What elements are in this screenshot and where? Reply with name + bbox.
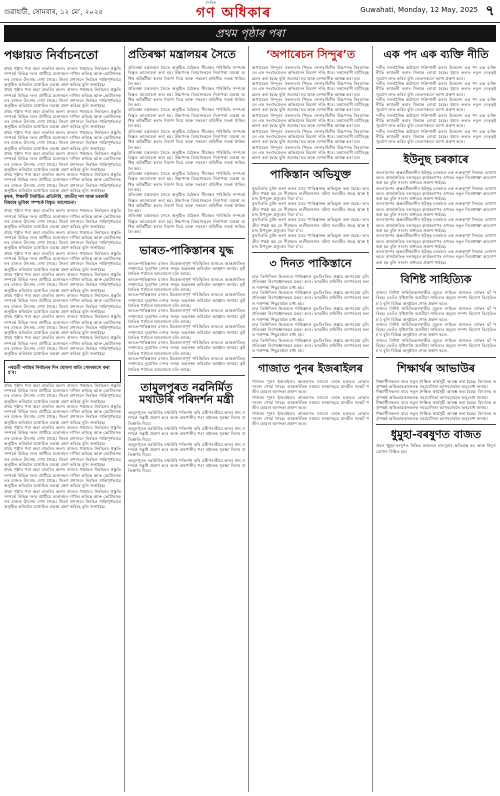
- headline-operation-sindoor: ‘অপাৰেচন সিন্দুৰ’ত: [265, 48, 356, 61]
- article-separator: [252, 252, 369, 253]
- article-body-gaza: গাজাত পুনৰ ইজৰাইলৰ আক্ৰমণত বহুতো লোক হতাহত হোৱাৰ সংবাদ পোৱা গৈছে। আন্তৰ্জাতিক সাহায্য সংস্থাসমূহে মানৱীয় সংকট গভীৰ হোৱাৰ আশংকা প্ৰকাশ কৰে।: [252, 378, 369, 395]
- article-body-defence: প্ৰতিৰক্ষা মন্ত্ৰালয়ৰ সৈতে অনুষ্ঠিত বৈঠকত সীমান্তৰ পৰিস্থিতি সম্পৰ্কে বিস্তৃত আলোচনা কৰা হয়। উচ্চপদস্থ বিষয়াসকলে নিৰাপত্তা ব্যৱস্থা অধিক কটকটীয়া কৰাৰ নিৰ্দেশ দিয়ে আৰু সকলো বাহিনীক সতৰ্ক থাকিবলৈ কয়।: [128, 192, 245, 214]
- article-body-india-pakistan: ভাৰত-পাকিস্তানৰ মাজৰ উত্তেজনাপূৰ্ণ পৰিস্থিতিৰ মাজতে আন্তৰ্জাতিক সম্প্ৰদায়ে দুয়োখন দেশক সংযম অৱলম্বন কৰিবলৈ আহ্বান জনায়। কূটনৈতিক পৰ্যায়ত আলোচনা চলি আছে।: [128, 292, 245, 309]
- article-body-defence: প্ৰতিৰক্ষা মন্ত্ৰালয়ৰ সৈতে অনুষ্ঠিত বৈঠকত সীমান্তৰ পৰিস্থিতি সম্পৰ্কে বিস্তৃত আলোচনা কৰা হয়। উচ্চপদস্থ বিষয়াসকলে নিৰাপত্তা ব্যৱস্থা অধিক কটকটীয়া কৰাৰ নিৰ্দেশ দিয়ে আৰু সকলো বাহিনীক সতৰ্ক থাকিবলৈ কয়।: [128, 65, 245, 86]
- article-body-panchayat: প্ৰথম পৃষ্ঠাৰ পৰা অহা বাতৰিৰ অংশ। ৰাজ্যৰ পঞ্চায়ত নিৰ্বাচনৰ প্ৰস্তুতি সম্পৰ্কে বিভিন্ন দলৰ প্ৰাৰ্থীয়ে মনোনয়ন দাখিল কৰিছে আৰু ভোটাৰসকলৰ মাজত উৎসাহ দেখা গৈছে। জিলা প্ৰশাসনে নিৰ্বাচন শান্তিপূৰ্ণভাৱে অনুষ্ঠিত কৰিবলৈ যথোচিত ব্যৱস্থা গ্ৰহণ কৰিছে বুলি জনাইছে।: [4, 108, 121, 130]
- masthead-date-right: Guwahati, Monday, 12 May, 2025: [360, 6, 478, 14]
- article-body-panchayat: প্ৰথম পৃষ্ঠাৰ পৰা অহা বাতৰিৰ অংশ। ৰাজ্যৰ পঞ্চায়ত নিৰ্বাচনৰ প্ৰস্তুতি সম্পৰ্কে বিভিন্ন দলৰ প্ৰাৰ্থীয়ে মনোনয়ন দাখিল কৰিছে আৰু ভোটাৰসকলৰ মাজত উৎসাহ দেখা গৈছে। জিলা প্ৰশাসনে নিৰ্বাচন শান্তিপূৰ্ণভাৱে অনুষ্ঠিত কৰিবলৈ যথোচিত ব্যৱস্থা গ্ৰহণ কৰিছে বুলি জনাইছে।: [4, 150, 121, 172]
- column-1: [4, 46, 121, 792]
- column-divider: [124, 46, 125, 792]
- article-body-india-pakistan: ভাৰত-পাকিস্তানৰ মাজৰ উত্তেজনাপূৰ্ণ পৰিস্থিতিৰ মাজতে আন্তৰ্জাতিক সম্প্ৰদায়ে দুয়োখন দেশক সংযম অৱলম্বন কৰিবলৈ আহ্বান জনায়। কূটনৈতিক পৰ্যায়ত আলোচনা চলি আছে।: [128, 324, 245, 340]
- article-body-india-pakistan: ভাৰত-পাকিস্তানৰ মাজৰ উত্তেজনাপূৰ্ণ পৰিস্থিতিৰ মাজতে আন্তৰ্জাতিক সম্প্ৰদায়ে দুয়োখন দেশক সংযম অৱলম্বন কৰিবলৈ আহ্বান জনায়। কূটনৈতিক পৰ্যায়ত আলোচনা চলি আছে।: [128, 260, 245, 277]
- article-body-one-post: দলীয় সাংগঠনিক কাঠামো শক্তিশালী কৰাৰ উদ্দেশ্যে এক পদ এক ব্যক্তি নীতি কাৰ্যকৰী কৰাৰ সিদ্ধান্ত লোৱা হৈছে। ইয়াৰ ফলত নতুন নেতৃত্বই সুযোগ লাভ কৰিব বুলি নেতাসকলে আশা প্ৰকাশ কৰে।: [376, 112, 496, 129]
- boxed-notice: [4, 360, 121, 383]
- article-body-yunus: বাংলাদেশৰ অন্তৰ্বৰ্তীকালীন ইউনুছ চৰকাৰে এক গুৰুত্বপূৰ্ণ সিদ্ধান্ত ঘোষণা কৰে। ৰাজনৈতিক দলসমূহৰ কাৰ্যকলাপৰ ওপৰত নতুন নিষেধাজ্ঞা আৰোপ কৰা হয় বুলি সংবাদ মাধ্যমত প্ৰকাশ পাইছে।: [376, 169, 496, 186]
- masthead-date-left: গুৱাহাটী, সোমবাৰ, ১২ মে’, ২০২৫: [4, 8, 103, 16]
- article-body-storm: প্ৰবল ধুমুহা-বৰষুণত বিভিন্ন অঞ্চলত ঘৰ-দুৱাৰ ক্ষতিগ্ৰস্ত হয় আৰু বিদ্যুৎ যোগান বিঘ্নিত হয়।: [376, 443, 496, 454]
- article-body-panchayat: প্ৰথম পৃষ্ঠাৰ পৰা অহা বাতৰিৰ অংশ। ৰাজ্যৰ পঞ্চায়ত নিৰ্বাচনৰ প্ৰস্তুতি সম্পৰ্কে বিভিন্ন দলৰ প্ৰাৰ্থীয়ে মনোনয়ন দাখিল কৰিছে আৰু ভোটাৰসকলৰ মাজত উৎসাহ দেখা গৈছে। জিলা প্ৰশাসনে নিৰ্বাচন শান্তিপূৰ্ণভাৱে অনুষ্ঠিত কৰিবলৈ যথোচিত ব্যৱস্থা গ্ৰহণ কৰিছে বুলি জনাইছে।: [4, 250, 121, 272]
- article-body-panchayat: প্ৰথম পৃষ্ঠাৰ পৰা অহা বাতৰিৰ অংশ। ৰাজ্যৰ পঞ্চায়ত নিৰ্বাচনৰ প্ৰস্তুতি সম্পৰ্কে বিভিন্ন দলৰ প্ৰাৰ্থীয়ে মনোনয়ন দাখিল কৰিছে আৰু ভোটাৰসকলৰ মাজত উৎসাহ দেখা গৈছে। জিলা প্ৰশাসনে নিৰ্বাচন শান্তিপূৰ্ণভাৱে অনুষ্ঠিত কৰিবলৈ যথোচিত ব্যৱস্থা গ্ৰহণ কৰিছে বুলি জনাইছে।: [4, 382, 121, 404]
- article-body-panchayat: প্ৰথম পৃষ্ঠাৰ পৰা অহা বাতৰিৰ অংশ। ৰাজ্যৰ পঞ্চায়ত নিৰ্বাচনৰ প্ৰস্তুতি সম্পৰ্কে বিভিন্ন দলৰ প্ৰাৰ্থীয়ে মনোনয়ন দাখিল কৰিছে আৰু ভোটাৰসকলৰ মাজত উৎসাহ দেখা গৈছে। জিলা প্ৰশাসনে নিৰ্বাচন শান্তিপূৰ্ণভাৱে অনুষ্ঠিত কৰিবলৈ যথোচিত ব্যৱস্থা গ্ৰহণ কৰিছে বুলি জনাইছে।: [4, 66, 121, 88]
- article-body-litterateur: ৰাজ্যৰ বিশিষ্ট সাহিত্যিকগৰাকীৰ মৃত্যুত সাহিত্য জগতত শোকৰ ছাঁ পৰিছে। তেওঁৰ সৃষ্টিৰাজি অসমীয়া সাহিত্যৰ অমূল্য সম্পদ হিচাপে বিবেচিত হ’ব বুলি বিভিন্ন অনুষ্ঠানে শোক প্ৰকাশ কৰে।: [376, 305, 496, 322]
- column-divider: [248, 46, 249, 792]
- article-body-defence: প্ৰতিৰক্ষা মন্ত্ৰালয়ৰ সৈতে অনুষ্ঠিত বৈঠকত সীমান্তৰ পৰিস্থিতি সম্পৰ্কে বিস্তৃত আলোচনা কৰা হয়। উচ্চপদস্থ বিষয়াসকলে নিৰাপত্তা ব্যৱস্থা অধিক কটকটীয়া কৰাৰ নিৰ্দেশ দিয়ে আৰু সকলো বাহিনীক সতৰ্ক থাকিবলৈ কয়।: [128, 107, 245, 129]
- article-body-panchayat: প্ৰথম পৃষ্ঠাৰ পৰা অহা বাতৰিৰ অংশ। ৰাজ্যৰ পঞ্চায়ত নিৰ্বাচনৰ প্ৰস্তুতি সম্পৰ্কে বিভিন্ন দলৰ প্ৰাৰ্থীয়ে মনোনয়ন দাখিল কৰিছে আৰু ভোটাৰসকলৰ মাজত উৎসাহ দেখা গৈছে। জিলা প্ৰশাসনে নিৰ্বাচন শান্তিপূৰ্ণভাৱে অনুষ্ঠিত কৰিবলৈ যথোচিত ব্যৱস্থা গ্ৰহণ কৰিছে বুলি জনাইছে।: [4, 87, 121, 109]
- column-2: [128, 46, 245, 792]
- article-body-one-post: দলীয় সাংগঠনিক কাঠামো শক্তিশালী কৰাৰ উদ্দেশ্যে এক পদ এক ব্যক্তি নীতি কাৰ্যকৰী কৰাৰ সিদ্ধান্ত লোৱা হৈছে। ইয়াৰ ফলত নতুন নেতৃত্বই সুযোগ লাভ কৰিব বুলি নেতাসকলে আশা প্ৰকাশ কৰে।: [376, 80, 496, 97]
- boxed-notice-text: পৰৱৰ্তী পৰ্যায়ৰ নিৰ্বাচনৰ দিন ঘোষণা অতি সোনকালে কৰা হ’ব।: [8, 365, 110, 377]
- article-body-one-post: দলীয় সাংগঠনিক কাঠামো শক্তিশালী কৰাৰ উদ্দেশ্যে এক পদ এক ব্যক্তি নীতি কাৰ্যকৰী কৰাৰ সিদ্ধান্ত লোৱা হৈছে। ইয়াৰ ফলত নতুন নেতৃত্বই সুযোগ লাভ কৰিব বুলি নেতাসকলে আশা প্ৰকাশ কৰে।: [376, 65, 496, 81]
- headline-yunus-government: ইউনুছ চৰকাৰে: [403, 152, 469, 166]
- article-body-yunus: বাংলাদেশৰ অন্তৰ্বৰ্তীকালীন ইউনুছ চৰকাৰে এক গুৰুত্বপূৰ্ণ সিদ্ধান্ত ঘোষণা কৰে। ৰাজনৈতিক দলসমূহৰ কাৰ্যকলাপৰ ওপৰত নতুন নিষেধাজ্ঞা আৰোপ কৰা হয় বুলি সংবাদ মাধ্যমত প্ৰকাশ পাইছে।: [376, 249, 496, 265]
- article-separator: [128, 375, 245, 376]
- article-body-sindoor: অপাৰেচন সিন্দুৰৰ সফলতাৰ পিছত সেনাবাহিনীৰ উচ্চপদস্থ বিষয়াসকলে এক সংবাদমেলত অভিযানৰ বিৱৰণ দাঙি ধৰে। সন্ত্ৰাসবাদী ঘাটিসমূহ ধ্বংস কৰা হৈছে বুলি জনোৱা হয় আৰু দেশবাসীক আশ্বস্ত কৰা হয়।: [252, 80, 369, 97]
- article-body-defence: প্ৰতিৰক্ষা মন্ত্ৰালয়ৰ সৈতে অনুষ্ঠিত বৈঠকত সীমান্তৰ পৰিস্থিতি সম্পৰ্কে বিস্তৃত আলোচনা কৰা হয়। উচ্চপদস্থ বিষয়াসকলে নিৰাপত্তা ব্যৱস্থা অধিক কটকটীয়া কৰাৰ নিৰ্দেশ দিয়ে আৰু সকলো বাহিনীক সতৰ্ক থাকিবলৈ কয়।: [128, 171, 245, 192]
- headline-defence-ministry: প্ৰতিৰক্ষা মন্ত্ৰালয়ৰ সৈতে: [128, 48, 236, 61]
- article-separator: [252, 357, 369, 358]
- article-body-panchayat: প্ৰথম পৃষ্ঠাৰ পৰা অহা বাতৰিৰ অংশ। ৰাজ্যৰ পঞ্চায়ত নিৰ্বাচনৰ প্ৰস্তুতি সম্পৰ্কে বিভিন্ন দলৰ প্ৰাৰ্থীয়ে মনোনয়ন দাখিল কৰিছে আৰু ভোটাৰসকলৰ মাজত উৎসাহ দেখা গৈছে। জিলা প্ৰশাসনে নিৰ্বাচন শান্তিপূৰ্ণভাৱে অনুষ্ঠিত কৰিবলৈ যথোচিত ব্যৱস্থা গ্ৰহণ কৰিছে বুলি জনাইছে।: [4, 425, 121, 446]
- article-body-yunus: বাংলাদেশৰ অন্তৰ্বৰ্তীকালীন ইউনুছ চৰকাৰে এক গুৰুত্বপূৰ্ণ সিদ্ধান্ত ঘোষণা কৰে। ৰাজনৈতিক দলসমূহৰ কাৰ্যকলাপৰ ওপৰত নতুন নিষেধাজ্ঞা আৰোপ কৰা হয় বুলি সংবাদ মাধ্যমত প্ৰকাশ পাইছে।: [376, 201, 496, 218]
- article-separator: [128, 238, 245, 239]
- article-body-india-pakistan: ভাৰত-পাকিস্তানৰ মাজৰ উত্তেজনাপূৰ্ণ পৰিস্থিতিৰ মাজতে আন্তৰ্জাতিক সম্প্ৰদায়ে দুয়োখন দেশক সংযম অৱলম্বন কৰিবলৈ আহ্বান জনায়। কূটনৈতিক পৰ্যায়ত আলোচনা চলি আছে।: [128, 308, 245, 324]
- article-body-tamulpur: তামুলপুৰত নৱনিৰ্মিত মথাউৰি পৰিদৰ্শন কৰি মন্ত্ৰীগৰাকীয়ে কামৰ মান সম্পৰ্কে সন্তুষ্টি প্ৰকাশ কৰে আৰু বানপানীৰ পৰা ৰাইজক সুৰক্ষা দিয়াৰ প্ৰতিশ্ৰুতি দিয়ে।: [128, 441, 245, 458]
- article-body-sindoor: অপাৰেচন সিন্দুৰৰ সফলতাৰ পিছত সেনাবাহিনীৰ উচ্চপদস্থ বিষয়াসকলে এক সংবাদমেলত অভিযানৰ বিৱৰণ দাঙি ধৰে। সন্ত্ৰাসবাদী ঘাটিসমূহ ধ্বংস কৰা হৈছে বুলি জনোৱা হয় আৰু দেশবাসীক আশ্বস্ত কৰা হয়।: [252, 96, 369, 113]
- headline-storm-rain: ধুমুহা-বৰষুণত বাজত: [390, 428, 482, 442]
- article-body-panchayat: প্ৰথম পৃষ্ঠাৰ পৰা অহা বাতৰিৰ অংশ। ৰাজ্যৰ পঞ্চায়ত নিৰ্বাচনৰ প্ৰস্তুতি সম্পৰ্কে বিভিন্ন দলৰ প্ৰাৰ্থীয়ে মনোনয়ন দাখিল কৰিছে আৰু ভোটাৰসকলৰ মাজত উৎসাহ দেখা গৈছে। জিলা প্ৰশাসনে নিৰ্বাচন শান্তিপূৰ্ণভাৱে অনুষ্ঠিত কৰিবলৈ যথোচিত ব্যৱস্থা গ্ৰহণ কৰিছে বুলি জনাইছে।: [4, 467, 121, 489]
- column-divider: [372, 46, 373, 792]
- article-body-gaza: গাজাত পুনৰ ইজৰাইলৰ আক্ৰমণত বহুতো লোক হতাহত হোৱাৰ সংবাদ পোৱা গৈছে। আন্তৰ্জাতিক সাহায্য সংস্থাসমূহে মানৱীয় সংকট গভীৰ হোৱাৰ আশংকা প্ৰকাশ কৰে।: [252, 394, 369, 411]
- masthead: [0, 0, 500, 23]
- article-body-yunus: বাংলাদেশৰ অন্তৰ্বৰ্তীকালীন ইউনুছ চৰকাৰে এক গুৰুত্বপূৰ্ণ সিদ্ধান্ত ঘোষণা কৰে। ৰাজনৈতিক দলসমূহৰ কাৰ্যকলাপৰ ওপৰত নতুন নিষেধাজ্ঞা আৰোপ কৰা হয় বুলি সংবাদ মাধ্যমত প্ৰকাশ পাইছে।: [376, 217, 496, 233]
- section-ribbon: প্ৰথম পৃষ্ঠাৰ পৰা: [4, 25, 496, 42]
- article-body-education: শিক্ষাৰ্থীসকলৰ বাবে নতুন শৈক্ষিক কাৰ্যসূচী আৰম্ভ কৰা হৈছে। বিদ্যালয় কৰ্তৃপক্ষই অভিভাৱকসকলক সহযোগিতা আগবঢ়াবলৈ অনুৰোধ জনায়।: [376, 399, 496, 411]
- headline-gaza-israel: গাজাত পুনৰ ইজৰাইলৰ: [258, 361, 363, 375]
- article-separator: [376, 268, 496, 269]
- article-body-panchayat: প্ৰথম পৃষ্ঠাৰ পৰা অহা বাতৰিৰ অংশ। ৰাজ্যৰ পঞ্চায়ত নিৰ্বাচনৰ প্ৰস্তুতি সম্পৰ্কে বিভিন্ন দলৰ প্ৰাৰ্থীয়ে মনোনয়ন দাখিল কৰিছে আৰু ভোটাৰসকলৰ মাজত উৎসাহ দেখা গৈছে। জিলা প্ৰশাসনে নিৰ্বাচন শান্তিপূৰ্ণভাৱে অনুষ্ঠিত কৰিবলৈ যথোচিত ব্যৱস্থা গ্ৰহণ কৰিছে বুলি জনাইছে।: [4, 229, 121, 251]
- article-body-panchayat: প্ৰথম পৃষ্ঠাৰ পৰা অহা বাতৰিৰ অংশ। ৰাজ্যৰ পঞ্চায়ত নিৰ্বাচনৰ প্ৰস্তুতি সম্পৰ্কে বিভিন্ন দলৰ প্ৰাৰ্থীয়ে মনোনয়ন দাখিল কৰিছে আৰু ভোটাৰসকলৰ মাজত উৎসাহ দেখা গৈছে। জিলা প্ৰশাসনে নিৰ্বাচন শান্তিপূৰ্ণভাৱে অনুষ্ঠিত কৰিবলৈ যথোচিত ব্যৱস্থা গ্ৰহণ কৰিছে বুলি জনাইছে।: [4, 293, 121, 314]
- article-body-3-days: মাত্ৰ তিনিদিনৰ ভিতৰতে পাকিস্তানে যুদ্ধবিৰতিৰ প্ৰস্তাৱ আগবঢ়ায় বুলি প্ৰতিৰক্ষা বিশেষজ্ঞসকলে মন্তব্য কৰে। ভাৰতীয় বাহিনীৰ তৎপৰতাৰ ফলত শত্ৰুপক্ষ পিছুৱাবলৈ বাধ্য হয়।: [252, 290, 369, 306]
- article-body-sindoor: অপাৰেচন সিন্দুৰৰ সফলতাৰ পিছত সেনাবাহিনীৰ উচ্চপদস্থ বিষয়াসকলে এক সংবাদমেলত অভিযানৰ বিৱৰণ দাঙি ধৰে। সন্ত্ৰাসবাদী ঘাটিসমূহ ধ্বংস কৰা হৈছে বুলি জনোৱা হয় আৰু দেশবাসীক আশ্বস্ত কৰা হয়।: [252, 128, 369, 145]
- article-body-3-days: মাত্ৰ তিনিদিনৰ ভিতৰতে পাকিস্তানে যুদ্ধবিৰতিৰ প্ৰস্তাৱ আগবঢ়ায় বুলি প্ৰতিৰক্ষা বিশেষজ্ঞসকলে মন্তব্য কৰে। ভাৰতীয় বাহিনীৰ তৎপৰতাৰ ফলত শত্ৰুপক্ষ পিছুৱাবলৈ বাধ্য হয়।: [252, 321, 369, 338]
- article-body-panchayat: প্ৰথম পৃষ্ঠাৰ পৰা অহা বাতৰিৰ অংশ। ৰাজ্যৰ পঞ্চায়ত নিৰ্বাচনৰ প্ৰস্তুতি সম্পৰ্কে বিভিন্ন দলৰ প্ৰাৰ্থীয়ে মনোনয়ন দাখিল কৰিছে আৰু ভোটাৰসকলৰ মাজত উৎসাহ দেখা গৈছে। জিলা প্ৰশাসনে নিৰ্বাচন শান্তিপূৰ্ণভাৱে অনুষ্ঠিত কৰিবলৈ যথোচিত ব্যৱস্থা গ্ৰহণ কৰিছে বুলি জনাইছে।: [4, 488, 121, 510]
- article-body-panchayat: প্ৰথম পৃষ্ঠাৰ পৰা অহা বাতৰিৰ অংশ। ৰাজ্যৰ পঞ্চায়ত নিৰ্বাচনৰ প্ৰস্তুতি সম্পৰ্কে বিভিন্ন দলৰ প্ৰাৰ্থীয়ে মনোনয়ন দাখিল কৰিছে আৰু ভোটাৰসকলৰ মাজত উৎসাহ দেখা গৈছে। জিলা প্ৰশাসনে নিৰ্বাচন শান্তিপূৰ্ণভাৱে অনুষ্ঠিত কৰিবলৈ যথোচিত ব্যৱস্থা গ্ৰহণ কৰিছে বুলি জনাইছে।: [4, 314, 121, 336]
- article-body-panchayat: প্ৰথম পৃষ্ঠাৰ পৰা অহা বাতৰিৰ অংশ। ৰাজ্যৰ পঞ্চায়ত নিৰ্বাচনৰ প্ৰস্তুতি সম্পৰ্কে বিভিন্ন দলৰ প্ৰাৰ্থীয়ে মনোনয়ন দাখিল কৰিছে আৰু ভোটাৰসকলৰ মাজত উৎসাহ দেখা গৈছে। জিলা প্ৰশাসনে নিৰ্বাচন শান্তিপূৰ্ণভাৱে অনুষ্ঠিত কৰিবলৈ যথোচিত ব্যৱস্থা গ্ৰহণ কৰিছে বুলি জনাইছে।: [4, 208, 121, 230]
- article-body-education: শিক্ষাৰ্থীসকলৰ বাবে নতুন শৈক্ষিক কাৰ্যসূচী আৰম্ভ কৰা হৈছে। বিদ্যালয় কৰ্তৃপক্ষই অভিভাৱকসকলক সহযোগিতা আগবঢ়াবলৈ অনুৰোধ জনায়।: [376, 378, 496, 390]
- article-body-3-days: মাত্ৰ তিনিদিনৰ ভিতৰতে পাকিস্তানে যুদ্ধবিৰতিৰ প্ৰস্তাৱ আগবঢ়ায় বুলি প্ৰতিৰক্ষা বিশেষজ্ঞসকলে মন্তব্য কৰে। ভাৰতীয় বাহিনীৰ তৎপৰতাৰ ফলত শত্ৰুপক্ষ পিছুৱাবলৈ বাধ্য হয়।: [252, 305, 369, 322]
- page-number: ৭: [485, 3, 495, 19]
- article-body-tamulpur: তামুলপুৰত নৱনিৰ্মিত মথাউৰি পৰিদৰ্শন কৰি মন্ত্ৰীগৰাকীয়ে কামৰ মান সম্পৰ্কে সন্তুষ্টি প্ৰকাশ কৰে আৰু বানপানীৰ পৰা ৰাইজক সুৰক্ষা দিয়াৰ প্ৰতিশ্ৰুতি দিয়ে।: [128, 426, 245, 442]
- article-body-3-days: মাত্ৰ তিনিদিনৰ ভিতৰতে পাকিস্তানে যুদ্ধবিৰতিৰ প্ৰস্তাৱ আগবঢ়ায় বুলি প্ৰতিৰক্ষা বিশেষজ্ঞসকলে মন্তব্য কৰে। ভাৰতীয় বাহিনীৰ তৎপৰতাৰ ফলত শত্ৰুপক্ষ পিছুৱাবলৈ বাধ্য হয়।: [252, 337, 369, 354]
- headline-india-pakistan-war: ভাৰত-পাকিস্তানৰ যুদ্ধ: [139, 243, 234, 257]
- masthead-logo-tagline: দৈনিক: [206, 0, 217, 5]
- article-body-defence: প্ৰতিৰক্ষা মন্ত্ৰালয়ৰ সৈতে অনুষ্ঠিত বৈঠকত সীমান্তৰ পৰিস্থিতি সম্পৰ্কে বিস্তৃত আলোচনা কৰা হয়। উচ্চপদস্থ বিষয়াসকলে নিৰাপত্তা ব্যৱস্থা অধিক কটকটীয়া কৰাৰ নিৰ্দেশ দিয়ে আৰু সকলো বাহিনীক সতৰ্ক থাকিবলৈ কয়।: [128, 86, 245, 108]
- article-body-tamulpur: তামুলপুৰত নৱনিৰ্মিত মথাউৰি পৰিদৰ্শন কৰি মন্ত্ৰীগৰাকীয়ে কামৰ মান সম্পৰ্কে সন্তুষ্টি প্ৰকাশ কৰে আৰু বানপানীৰ পৰা ৰাইজক সুৰক্ষা দিয়াৰ প্ৰতিশ্ৰুতি দিয়ে।: [128, 410, 245, 426]
- article-body-panchayat: প্ৰথম পৃষ্ঠাৰ পৰা অহা বাতৰিৰ অংশ। ৰাজ্যৰ পঞ্চায়ত নিৰ্বাচনৰ প্ৰস্তুতি সম্পৰ্কে বিভিন্ন দলৰ প্ৰাৰ্থীয়ে মনোনয়ন দাখিল কৰিছে আৰু ভোটাৰসকলৰ মাজত উৎসাহ দেখা গৈছে। জিলা প্ৰশাসনে নিৰ্বাচন শান্তিপূৰ্ণভাৱে অনুষ্ঠিত কৰিবলৈ যথোচিত ব্যৱস্থা গ্ৰহণ কৰিছে বুলি জনাইছে।: [4, 271, 121, 293]
- column-4: [376, 46, 496, 792]
- article-separator: [376, 424, 496, 425]
- article-body-panchayat: প্ৰথম পৃষ্ঠাৰ পৰা অহা বাতৰিৰ অংশ। ৰাজ্যৰ পঞ্চায়ত নিৰ্বাচনৰ প্ৰস্তুতি সম্পৰ্কে বিভিন্ন দলৰ প্ৰাৰ্থীয়ে মনোনয়ন দাখিল কৰিছে আৰু ভোটাৰসকলৰ মাজত উৎসাহ দেখা গৈছে। জিলা প্ৰশাসনে নিৰ্বাচন শান্তিপূৰ্ণভাৱে অনুষ্ঠিত কৰিবলৈ যথোচিত ব্যৱস্থা গ্ৰহণ কৰিছে বুলি জনাইছে।: [4, 446, 121, 468]
- article-body-tamulpur: তামুলপুৰত নৱনিৰ্মিত মথাউৰি পৰিদৰ্শন কৰি মন্ত্ৰীগৰাকীয়ে কামৰ মান সম্পৰ্কে সন্তুষ্টি প্ৰকাশ কৰে আৰু বানপানীৰ পৰা ৰাইজক সুৰক্ষা দিয়াৰ প্ৰতিশ্ৰুতি দিয়ে।: [128, 457, 245, 474]
- article-body-education: শিক্ষাৰ্থীসকলৰ বাবে নতুন শৈক্ষিক কাৰ্যসূচী আৰম্ভ কৰা হৈছে। বিদ্যালয় কৰ্তৃপক্ষই অভিভাৱকসকলক সহযোগিতা আগবঢ়াবলৈ অনুৰোধ জনায়।: [376, 389, 496, 400]
- article-body-yunus: বাংলাদেশৰ অন্তৰ্বৰ্তীকালীন ইউনুছ চৰকাৰে এক গুৰুত্বপূৰ্ণ সিদ্ধান্ত ঘোষণা কৰে। ৰাজনৈতিক দলসমূহৰ কাৰ্যকলাপৰ ওপৰত নতুন নিষেধাজ্ঞা আৰোপ কৰা হয় বুলি সংবাদ মাধ্যমত প্ৰকাশ পাইছে।: [376, 233, 496, 249]
- article-body-education: শিক্ষাৰ্থীসকলৰ বাবে নতুন শৈক্ষিক কাৰ্যসূচী আৰম্ভ কৰা হৈছে। বিদ্যালয় কৰ্তৃপক্ষই অভিভাৱকসকলক সহযোগিতা আগবঢ়াবলৈ অনুৰোধ জনায়।: [376, 410, 496, 421]
- article-body-gaza: গাজাত পুনৰ ইজৰাইলৰ আক্ৰমণত বহুতো লোক হতাহত হোৱাৰ সংবাদ পোৱা গৈছে। আন্তৰ্জাতিক সাহায্য সংস্থাসমূহে মানৱীয় সংকট গভীৰ হোৱাৰ আশংকা প্ৰকাশ কৰে।: [252, 410, 369, 427]
- article-body-sindoor: অপাৰেচন সিন্দুৰৰ সফলতাৰ পিছত সেনাবাহিনীৰ উচ্চপদস্থ বিষয়াসকলে এক সংবাদমেলত অভিযানৰ বিৱৰণ দাঙি ধৰে। সন্ত্ৰাসবাদী ঘাটিসমূহ ধ্বংস কৰা হৈছে বুলি জনোৱা হয় আৰু দেশবাসীক আশ্বস্ত কৰা হয়।: [252, 65, 369, 81]
- article-body-india-pakistan: ভাৰত-পাকিস্তানৰ মাজৰ উত্তেজনাপূৰ্ণ পৰিস্থিতিৰ মাজতে আন্তৰ্জাতিক সম্প্ৰদায়ে দুয়োখন দেশক সংযম অৱলম্বন কৰিবলৈ আহ্বান জনায়। কূটনৈতিক পৰ্যায়ত আলোচনা চলি আছে।: [128, 276, 245, 293]
- article-body-panchayat: প্ৰথম পৃষ্ঠাৰ পৰা অহা বাতৰিৰ অংশ। ৰাজ্যৰ পঞ্চায়ত নিৰ্বাচনৰ প্ৰস্তুতি সম্পৰ্কে বিভিন্ন দলৰ প্ৰাৰ্থীয়ে মনোনয়ন দাখিল কৰিছে আৰু ভোটাৰসকলৰ মাজত উৎসাহ দেখা গৈছে। জিলা প্ৰশাসনে নিৰ্বাচন শান্তিপূৰ্ণভাৱে অনুষ্ঠিত কৰিবলৈ যথোচিত ব্যৱস্থা গ্ৰহণ কৰিছে বুলি জনাইছে।: [4, 129, 121, 151]
- article-body-defence: প্ৰতিৰক্ষা মন্ত্ৰালয়ৰ সৈতে অনুষ্ঠিত বৈঠকত সীমান্তৰ পৰিস্থিতি সম্পৰ্কে বিস্তৃত আলোচনা কৰা হয়। উচ্চপদস্থ বিষয়াসকলে নিৰাপত্তা ব্যৱস্থা অধিক কটকটীয়া কৰাৰ নিৰ্দেশ দিয়ে আৰু সকলো বাহিনীক সতৰ্ক থাকিবলৈ কয়।: [128, 213, 245, 235]
- column-3: [252, 46, 369, 792]
- article-body-one-post: দলীয় সাংগঠনিক কাঠামো শক্তিশালী কৰাৰ উদ্দেশ্যে এক পদ এক ব্যক্তি নীতি কাৰ্যকৰী কৰাৰ সিদ্ধান্ত লোৱা হৈছে। ইয়াৰ ফলত নতুন নেতৃত্বই সুযোগ লাভ কৰিব বুলি নেতাসকলে আশা প্ৰকাশ কৰে।: [376, 128, 496, 145]
- article-separator: [376, 357, 496, 358]
- article-body-pakistan-accused: যুদ্ধবিৰতি চুক্তি ভংগ কৰাৰ বাবে পাকিস্তানক অভিযুক্ত কৰা হৈছে। ভাৰতীয় পক্ষই কয় যে সীমান্তত গুলীচালনাৰ ঘটনা সংঘটিত হৈছে আৰু ইয়াৰ উপযুক্ত প্ৰত্যুত্তৰ দিয়া হ’ব।: [252, 217, 369, 233]
- article-body-defence: প্ৰতিৰক্ষা মন্ত্ৰালয়ৰ সৈতে অনুষ্ঠিত বৈঠকত সীমান্তৰ পৰিস্থিতি সম্পৰ্কে বিস্তৃত আলোচনা কৰা হয়। উচ্চপদস্থ বিষয়াসকলে নিৰাপত্তা ব্যৱস্থা অধিক কটকটীয়া কৰাৰ নিৰ্দেশ দিয়ে আৰু সকলো বাহিনীক সতৰ্ক থাকিবলৈ কয়।: [128, 149, 245, 171]
- article-body-panchayat: প্ৰথম পৃষ্ঠাৰ পৰা অহা বাতৰিৰ অংশ। ৰাজ্যৰ পঞ্চায়ত নিৰ্বাচনৰ প্ৰস্তুতি সম্পৰ্কে বিভিন্ন দলৰ প্ৰাৰ্থীয়ে মনোনয়ন দাখিল কৰিছে আৰু ভোটাৰসকলৰ মাজত উৎসাহ দেখা গৈছে। জিলা প্ৰশাসনে নিৰ্বাচন শান্তিপূৰ্ণভাৱে অনুষ্ঠিত কৰিবলৈ যথোচিত ব্যৱস্থা গ্ৰহণ কৰিছে বুলি জনাইছে।: [4, 172, 121, 194]
- article-body-pakistan-accused: যুদ্ধবিৰতি চুক্তি ভংগ কৰাৰ বাবে পাকিস্তানক অভিযুক্ত কৰা হৈছে। ভাৰতীয় পক্ষই কয় যে সীমান্তত গুলীচালনাৰ ঘটনা সংঘটিত হৈছে আৰু ইয়াৰ উপযুক্ত প্ৰত্যুত্তৰ দিয়া হ’ব।: [252, 185, 369, 202]
- article-body-yunus: বাংলাদেশৰ অন্তৰ্বৰ্তীকালীন ইউনুছ চৰকাৰে এক গুৰুত্বপূৰ্ণ সিদ্ধান্ত ঘোষণা কৰে। ৰাজনৈতিক দলসমূহৰ কাৰ্যকলাপৰ ওপৰত নতুন নিষেধাজ্ঞা আৰোপ কৰা হয় বুলি সংবাদ মাধ্যমত প্ৰকাশ পাইছে।: [376, 185, 496, 202]
- article-separator: [252, 163, 369, 164]
- article-body-litterateur: ৰাজ্যৰ বিশিষ্ট সাহিত্যিকগৰাকীৰ মৃত্যুত সাহিত্য জগতত শোকৰ ছাঁ পৰিছে। তেওঁৰ সৃষ্টিৰাজি অসমীয়া সাহিত্যৰ অমূল্য সম্পদ হিচাপে বিবেচিত হ’ব বুলি বিভিন্ন অনুষ্ঠানে শোক প্ৰকাশ কৰে।: [376, 290, 496, 306]
- article-body-india-pakistan: ভাৰত-পাকিস্তানৰ মাজৰ উত্তেজনাপূৰ্ণ পৰিস্থিতিৰ মাজতে আন্তৰ্জাতিক সম্প্ৰদায়ে দুয়োখন দেশক সংযম অৱলম্বন কৰিবলৈ আহ্বান জনায়। কূটনৈতিক পৰ্যায়ত আলোচনা চলি আছে।: [128, 340, 245, 356]
- article-separator: [376, 148, 496, 149]
- article-body-panchayat: প্ৰথম পৃষ্ঠাৰ পৰা অহা বাতৰিৰ অংশ। ৰাজ্যৰ পঞ্চায়ত নিৰ্বাচনৰ প্ৰস্তুতি সম্পৰ্কে বিভিন্ন দলৰ প্ৰাৰ্থীয়ে মনোনয়ন দাখিল কৰিছে আৰু ভোটাৰসকলৰ মাজত উৎসাহ দেখা গৈছে। জিলা প্ৰশাসনে নিৰ্বাচন শান্তিপূৰ্ণভাৱে অনুষ্ঠিত কৰিবলৈ যথোচিত ব্যৱস্থা গ্ৰহণ কৰিছে বুলি জনাইছে।: [4, 335, 121, 357]
- headline-education: শিক্ষাৰ্থৰ আভাউৰ: [397, 361, 475, 375]
- headline-panchayat: পঞ্চায়ত নিৰ্বাচনতো: [4, 48, 99, 62]
- article-body-sindoor: অপাৰেচন সিন্দুৰৰ সফলতাৰ পিছত সেনাবাহিনীৰ উচ্চপদস্থ বিষয়াসকলে এক সংবাদমেলত অভিযানৰ বিৱৰণ দাঙি ধৰে। সন্ত্ৰাসবাদী ঘাটিসমূহ ধ্বংস কৰা হৈছে বুলি জনোৱা হয় আৰু দেশবাসীক আশ্বস্ত কৰা হয়।: [252, 144, 369, 161]
- newspaper-logo: গণ অধিকাৰ: [196, 5, 272, 21]
- article-body-india-pakistan: ভাৰত-পাকিস্তানৰ মাজৰ উত্তেজনাপূৰ্ণ পৰিস্থিতিৰ মাজতে আন্তৰ্জাতিক সম্প্ৰদায়ে দুয়োখন দেশক সংযম অৱলম্বন কৰিবলৈ আহ্বান জনায়। কূটনৈতিক পৰ্যায়ত আলোচনা চলি আছে।: [128, 356, 245, 372]
- article-body-pakistan-accused: যুদ্ধবিৰতি চুক্তি ভংগ কৰাৰ বাবে পাকিস্তানক অভিযুক্ত কৰা হৈছে। ভাৰতীয় পক্ষই কয় যে সীমান্তত গুলীচালনাৰ ঘটনা সংঘটিত হৈছে আৰু ইয়াৰ উপযুক্ত প্ৰত্যুত্তৰ দিয়া হ’ব।: [252, 233, 369, 249]
- article-body-litterateur: ৰাজ্যৰ বিশিষ্ট সাহিত্যিকগৰাকীৰ মৃত্যুত সাহিত্য জগতত শোকৰ ছাঁ পৰিছে। তেওঁৰ সৃষ্টিৰাজি অসমীয়া সাহিত্যৰ অমূল্য সম্পদ হিচাপে বিবেচিত হ’ব বুলি বিভিন্ন অনুষ্ঠানে শোক প্ৰকাশ কৰে।: [376, 321, 496, 338]
- headline-3-days-pakistan: ৩ দিনত পাকিস্তানে: [269, 257, 352, 271]
- article-body-pakistan-accused: যুদ্ধবিৰতি চুক্তি ভংগ কৰাৰ বাবে পাকিস্তানক অভিযুক্ত কৰা হৈছে। ভাৰতীয় পক্ষই কয় যে সীমান্তত গুলীচালনাৰ ঘটনা সংঘটিত হৈছে আৰু ইয়াৰ উপযুক্ত প্ৰত্যুত্তৰ দিয়া হ’ব।: [252, 201, 369, 218]
- article-body-panchayat: প্ৰথম পৃষ্ঠাৰ পৰা অহা বাতৰিৰ অংশ। ৰাজ্যৰ পঞ্চায়ত নিৰ্বাচনৰ প্ৰস্তুতি সম্পৰ্কে বিভিন্ন দলৰ প্ৰাৰ্থীয়ে মনোনয়ন দাখিল কৰিছে আৰু ভোটাৰসকলৰ মাজত উৎসাহ দেখা গৈছে। জিলা প্ৰশাসনে নিৰ্বাচন শান্তিপূৰ্ণভাৱে অনুষ্ঠিত কৰিবলৈ যথোচিত ব্যৱস্থা গ্ৰহণ কৰিছে বুলি জনাইছে।: [4, 403, 121, 425]
- article-subhead-panchayat: কৃষক, শিক্ষাৰ্থী নিৰ্বাচিত প্ৰতিনিধি, জাতীয় দল আৰু চৰকাৰী বিষয়াৰ ভূমিকা সম্পৰ্কে বিস্তৃত আলোচনা।: [4, 195, 109, 206]
- article-body-litterateur: ৰাজ্যৰ বিশিষ্ট সাহিত্যিকগৰাকীৰ মৃত্যুত সাহিত্য জগতত শোকৰ ছাঁ পৰিছে। তেওঁৰ সৃষ্টিৰাজি অসমীয়া সাহিত্যৰ অমূল্য সম্পদ হিচাপে বিবেচিত হ’ব বুলি বিভিন্ন অনুষ্ঠানে শোক প্ৰকাশ কৰে।: [376, 337, 496, 354]
- article-body-defence: প্ৰতিৰক্ষা মন্ত্ৰালয়ৰ সৈতে অনুষ্ঠিত বৈঠকত সীমান্তৰ পৰিস্থিতি সম্পৰ্কে বিস্তৃত আলোচনা কৰা হয়। উচ্চপদস্থ বিষয়াসকলে নিৰাপত্তা ব্যৱস্থা অধিক কটকটীয়া কৰাৰ নিৰ্দেশ দিয়ে আৰু সকলো বাহিনীক সতৰ্ক থাকিবলৈ কয়।: [128, 128, 245, 150]
- headline-eminent-litterateur: বিশিষ্ট সাহিত্যিক: [400, 272, 472, 286]
- article-body-sindoor: অপাৰেচন সিন্দুৰৰ সফলতাৰ পিছত সেনাবাহিনীৰ উচ্চপদস্থ বিষয়াসকলে এক সংবাদমেলত অভিযানৰ বিৱৰণ দাঙি ধৰে। সন্ত্ৰাসবাদী ঘাটিসমূহ ধ্বংস কৰা হৈছে বুলি জনোৱা হয় আৰু দেশবাসীক আশ্বস্ত কৰা হয়।: [252, 112, 369, 129]
- headline-one-post-one-person: এক পদ এক ব্যক্তি নীতি: [383, 48, 489, 61]
- article-body-3-days: মাত্ৰ তিনিদিনৰ ভিতৰতে পাকিস্তানে যুদ্ধবিৰতিৰ প্ৰস্তাৱ আগবঢ়ায় বুলি প্ৰতিৰক্ষা বিশেষজ্ঞসকলে মন্তব্য কৰে। ভাৰতীয় বাহিনীৰ তৎপৰতাৰ ফলত শত্ৰুপক্ষ পিছুৱাবলৈ বাধ্য হয়।: [252, 274, 369, 290]
- headline-tamulpur-embankment: তামুলপুৰত নৱনিৰ্মিত মথাউৰি পৰিদৰ্শন মন্ত্ৰী: [139, 380, 234, 407]
- headline-pakistan-accused: পাকিস্তান অভিযুক্ত: [270, 168, 351, 182]
- article-body-one-post: দলীয় সাংগঠনিক কাঠামো শক্তিশালী কৰাৰ উদ্দেশ্যে এক পদ এক ব্যক্তি নীতি কাৰ্যকৰী কৰাৰ সিদ্ধান্ত লোৱা হৈছে। ইয়াৰ ফলত নতুন নেতৃত্বই সুযোগ লাভ কৰিব বুলি নেতাসকলে আশা প্ৰকাশ কৰে।: [376, 96, 496, 113]
